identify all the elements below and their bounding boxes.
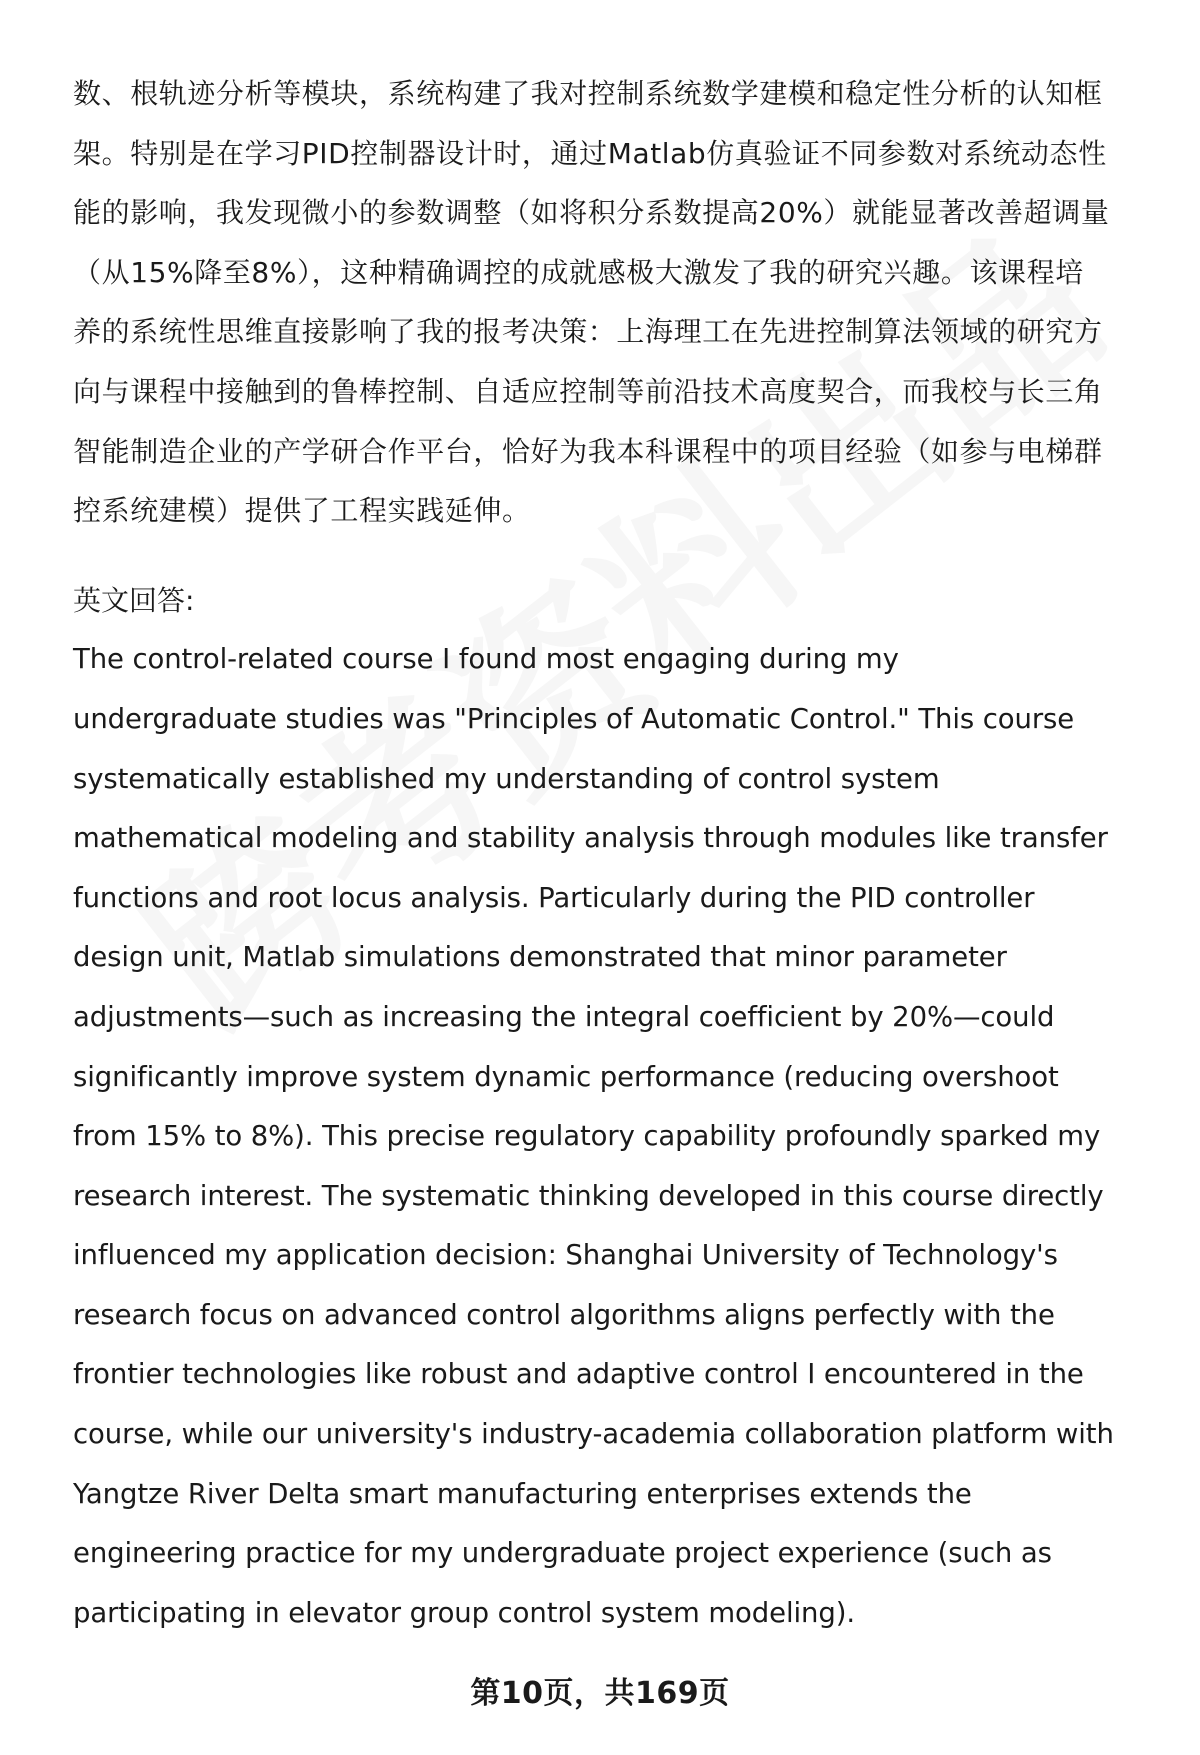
zh-line: 能的影响，我发现微小的参数调整（如将积分系数提高20%）就能显著改善超调量 [73, 196, 1110, 230]
zh-line: 养的系统性思维直接影响了我的报考决策：上海理工在先进控制算法领域的研究方 [73, 315, 1103, 349]
en-line: engineering practice for my undergraduate project experience (such as [73, 1537, 1052, 1570]
en-line: design unit, Matlab simulations demonstrated that minor parameter [73, 941, 1007, 974]
zh-line: 智能制造企业的产学研合作平台，恰好为我本科课程中的项目经验（如参与电梯群 [73, 434, 1103, 468]
en-line: Yangtze River Delta smart manufacturing enterprises extends the [73, 1477, 972, 1510]
en-line: research interest. The systematic thinking developed in this course directly [73, 1179, 1104, 1212]
en-line: frontier technologies like robust and adaptive control I encountered in the [73, 1358, 1084, 1391]
en-line: research focus on advanced control algorithms aligns perfectly with the [73, 1298, 1055, 1331]
en-line: adjustments—such as increasing the integral coefficient by 20%—could [73, 1000, 1055, 1033]
zh-line: 向与课程中接触到的鲁棒控制、自适应控制等前沿技术高度契合，而我校与长三角 [73, 374, 1103, 408]
en-line: influenced my application decision: Shanghai University of Technology's [73, 1239, 1058, 1272]
en-line: mathematical modeling and stability analysis through modules like transfer [73, 822, 1108, 855]
en-line: significantly improve system dynamic performance (reducing overshoot [73, 1060, 1059, 1093]
page-number: 第10页，共169页 [470, 1676, 730, 1711]
english-answer-label: 英文回答: [73, 583, 195, 617]
zh-line: （从15%降至8%），这种精确调控的成就感极大激发了我的研究兴趣。该课程培 [73, 255, 1084, 289]
en-line: from 15% to 8%). This precise regulatory capability profoundly sparked my [73, 1120, 1101, 1153]
en-line: participating in elevator group control system modeling). [73, 1596, 855, 1629]
zh-line: 数、根轨迹分析等模块，系统构建了我对控制系统数学建模和稳定性分析的认知框 [73, 77, 1103, 110]
en-line: The control-related course I found most engaging during my [73, 643, 899, 676]
en-line: systematically established my understanding of control system [73, 762, 940, 795]
en-line: undergraduate studies was "Principles of Automatic Control." This course [73, 702, 1075, 735]
zh-line: 架。特别是在学习PID控制器设计时，通过Matlab仿真验证不同参数对系统动态性 [73, 136, 1107, 170]
zh-line: 控系统建模）提供了工程实践延伸。 [73, 494, 531, 528]
en-line: course, while our university's industry-academia collaboration platform with [73, 1418, 1114, 1451]
document-body [73, 64, 1163, 1643]
paragraph-gap [73, 541, 1163, 571]
en-line: functions and root locus analysis. Particularly during the PID controller [73, 881, 1035, 914]
